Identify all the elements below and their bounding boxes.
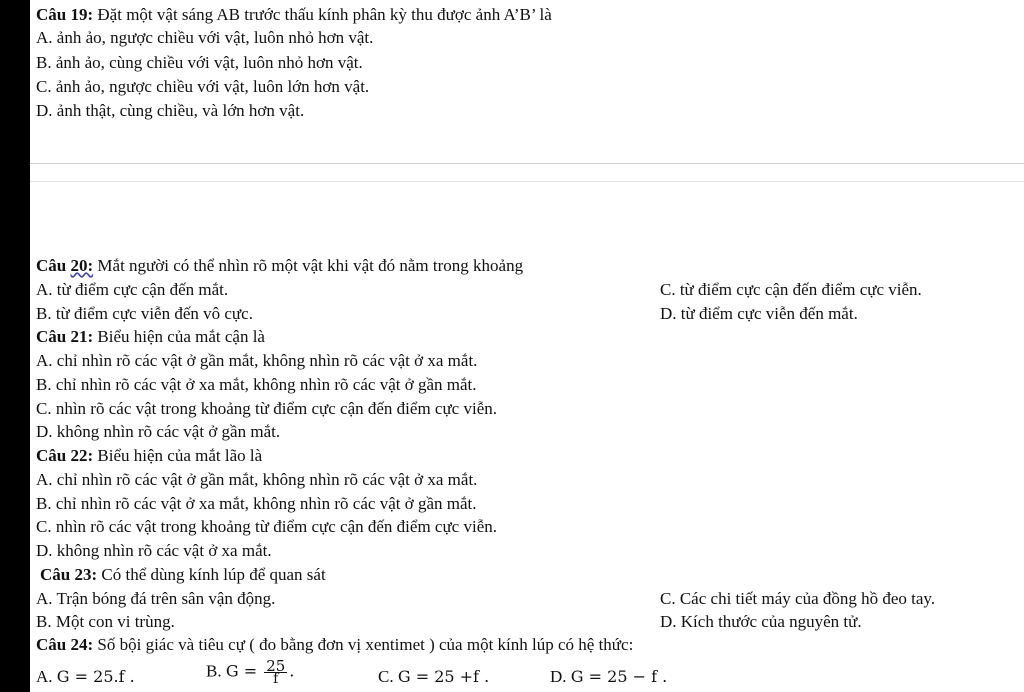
q20-option-c: C. từ điểm cực cận đến điểm cực viễn. [660,280,922,299]
q20-option-d: D. từ điểm cực viễn đến mắt. [660,304,858,323]
q20-stem [36,255,523,276]
q24-text: Số bội giác và tiêu cự ( đo bằng đơn vị xentimet ) của một kính lúp có hệ thức: [93,635,634,654]
q23-stem [40,564,326,585]
q19-option-c: C. ảnh ảo, ngược chiều với vật, luôn lớn hơn vật. [36,77,370,96]
q21-option-d: D. không nhìn rõ các vật ở gần mắt. [36,422,281,441]
q20-label: Câu 20: [36,256,94,275]
q23-option-d: D. Kích thước của nguyên tử. [660,612,862,631]
q20-text: Mắt người có thể nhìn rõ một vật khi vật đó nằm trong khoảng [93,256,524,275]
q22-option-b: B. chỉ nhìn rõ các vật ở xa mắt, không nhìn rõ các vật ở gần mắt. [36,494,477,513]
q19-label: Câu 19: [36,5,94,24]
q23-option-c: C. Các chi tiết máy của đồng hồ đeo tay. [660,589,936,608]
q22-text: Biểu hiện của mắt lão là [93,446,263,465]
q21-option-b: B. chỉ nhìn rõ các vật ở xa mắt, không nhìn rõ các vật ở gần mắt. [36,375,477,394]
fraction: $\frac{25}{f}$ [266,657,286,687]
q24-stem [36,634,633,655]
q20-option-a: A. từ điểm cực cận đến mắt. [36,280,229,299]
q23-label: Câu 23: [40,565,98,584]
q20-option-b: B. từ điểm cực viễn đến vô cực. [36,304,253,323]
q22-option-a: A. chỉ nhìn rõ các vật ở gần mắt, không nhìn rõ các vật ở xa mắt. [36,470,478,489]
q22-option-d: D. không nhìn rõ các vật ở xa mắt. [36,541,272,560]
page-break-gap [30,138,1024,254]
q22-option-c: C. nhìn rõ các vật trong khoảng từ điểm cực cận đến điểm cực viễn. [36,517,497,536]
document-page [30,0,1024,692]
divider-line [30,163,1024,164]
q22-stem [36,445,262,466]
q22-label: Câu 22: [36,446,94,465]
q19-option-a: A. ảnh ảo, ngược chiều với vật, luôn nhỏ hơn vật. [36,28,374,47]
q24-option-a: A. G = 25.f . [36,667,135,686]
q23-text: Có thể dùng kính lúp để quan sát [97,565,326,584]
q21-option-c: C. nhìn rõ các vật trong khoảng từ điểm cực cận đến điểm cực viễn. [36,399,497,418]
q19-option-d: D. ảnh thật, cùng chiều, và lớn hơn vật. [36,101,305,120]
q19-text: Đặt một vật sáng AB trước thấu kính phân kỳ thu được ảnh A’B’ là [93,5,552,24]
q23-option-b: B. Một con vi trùng. [36,612,175,631]
divider-line-secondary [30,181,1024,182]
q24-option-d: D. G = 25 − f . [550,667,668,686]
left-black-margin [0,0,30,692]
q24-label: Câu 24: [36,635,94,654]
q21-option-a: A. chỉ nhìn rõ các vật ở gần mắt, không nhìn rõ các vật ở xa mắt. [36,351,478,370]
q23-option-a: A. Trận bóng đá trên sân vận động. [36,589,276,608]
q21-text: Biểu hiện của mắt cận là [93,327,265,346]
q24-option-c: C. G = 25 +f . [378,667,490,686]
q21-label: Câu 21: [36,327,94,346]
q19-stem [36,4,552,25]
q24-option-b: B. G = $\frac{25}{f}$ . [206,657,295,687]
q19-option-b: B. ảnh ảo, cùng chiều với vật, luôn nhỏ hơn vật. [36,53,363,72]
q21-stem [36,326,265,347]
